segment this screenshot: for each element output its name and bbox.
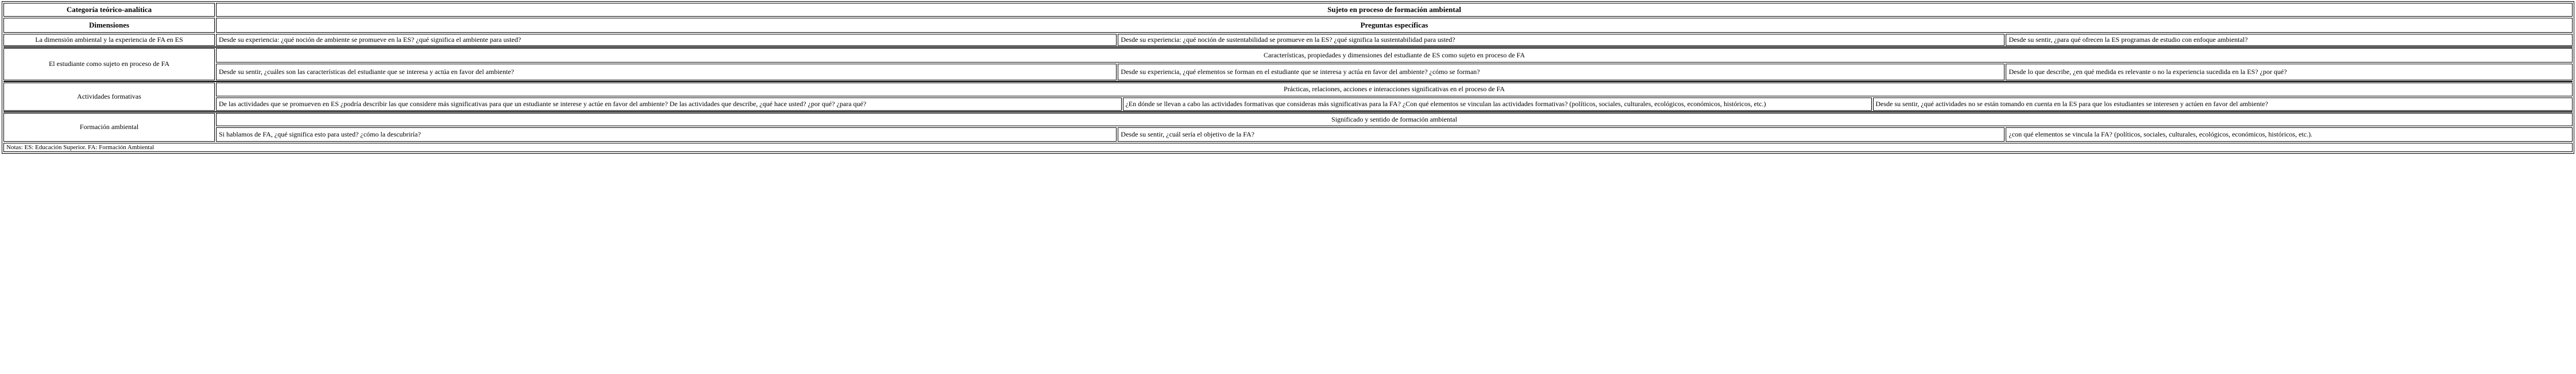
question-cell: Si hablamos de FA, ¿qué significa esto para usted? ¿cómo la descubriría?	[216, 127, 1117, 142]
table-header-row	[3, 3, 2573, 17]
question-row	[216, 34, 2573, 46]
subtitle-cell: Significado y sentido de formación ambiental	[216, 113, 2573, 126]
question-cell: Desde su sentir, ¿para qué ofrecen la ES programas de estudio con enfoque ambiental?	[2006, 34, 2573, 46]
notes-row	[3, 143, 2573, 152]
dimension-cell: Formación ambiental	[3, 113, 215, 142]
question-cell: Desde su experiencia, ¿qué elementos se forman en el estudiante que se interesa y actúa en favor del ambiente? ¿cómo se forman?	[1118, 64, 2005, 80]
dimension-cell: El estudiante como sujeto en proceso de FA	[3, 48, 215, 80]
group-estudiante-sujeto	[3, 48, 2573, 80]
section-divider	[3, 46, 2573, 48]
subtitle-row	[216, 113, 2573, 126]
group-actividades-formativas	[3, 83, 2573, 111]
question-row	[216, 64, 2573, 80]
subtitle-row	[216, 83, 2573, 96]
question-row	[216, 98, 2573, 111]
table-subheader-row	[3, 18, 2573, 33]
notes-cell: Notas: ES: Educación Superior. FA: Formación Ambiental	[3, 143, 2573, 152]
question-cell: Desde su sentir, ¿cuáles son las características del estudiante que se interesa y actúa en favor del ambiente?	[216, 64, 1117, 80]
subtitle-row	[216, 48, 2573, 63]
dimension-cell: Actividades formativas	[3, 83, 215, 111]
question-cell: ¿En dónde se llevan a cabo las actividades formativas que consideras más significativas para la FA? ¿Con qué elementos se vinculan las actividades formativas? (políticos, sociales, culturales, ecológicos, económicos, históricos, etc.)	[1123, 98, 1872, 111]
question-row	[216, 127, 2573, 142]
question-cell: De las actividades que se promueven en ES ¿podría describir las que considere más significativas para que un estudiante se interese y actúe en favor del ambiente? De las actividades que describe, ¿qué hace usted? ¿por qué? ¿para qué?	[216, 98, 1122, 111]
subheader-questions-cell: Preguntas específicas	[216, 18, 2573, 33]
subtitle-cell: Prácticas, relaciones, acciones e interacciones significativas en el proceso de FA	[216, 83, 2573, 96]
header-subject-cell: Sujeto en proceso de formación ambiental	[216, 3, 2573, 17]
subtitle-cell: Características, propiedades y dimensiones del estudiante de ES como sujeto en proceso de FA	[216, 48, 2573, 63]
question-cell: Desde su experiencia: ¿qué noción de ambiente se promueve en la ES? ¿qué significa el ambiente para usted?	[216, 34, 1117, 46]
question-cell: ¿con qué elementos se vincula la FA? (políticos, sociales, culturales, ecológicos, económicos, históricos, etc.).	[2006, 127, 2573, 142]
question-cell: Desde su sentir, ¿qué actividades no se están tomando en cuenta en la ES para que los estudiantes se interesen y actúen en favor del ambiente?	[1873, 98, 2573, 111]
question-cell: Desde su sentir, ¿cuál sería el objetivo de la FA?	[1118, 127, 2005, 142]
group-formacion-ambiental	[3, 113, 2573, 142]
research-categories-table	[2, 1, 2574, 154]
subheader-dimensions-cell: Dimensiones	[3, 18, 215, 33]
group-dimension-ambiental	[3, 34, 2573, 46]
question-cell: Desde lo que describe, ¿en qué medida es relevante o no la experiencia sucedida en la ES? ¿por qué?	[2006, 64, 2573, 80]
dimension-cell: La dimensión ambiental y la experiencia de FA en ES	[3, 34, 215, 46]
question-cell: Desde su experiencia: ¿qué noción de sustentabilidad se promueve en la ES? ¿qué significa la sustentabilidad para usted?	[1118, 34, 2005, 46]
section-divider	[3, 81, 2573, 82]
section-divider	[3, 111, 2573, 112]
header-category-cell: Categoría teórico-analítica	[3, 3, 215, 17]
